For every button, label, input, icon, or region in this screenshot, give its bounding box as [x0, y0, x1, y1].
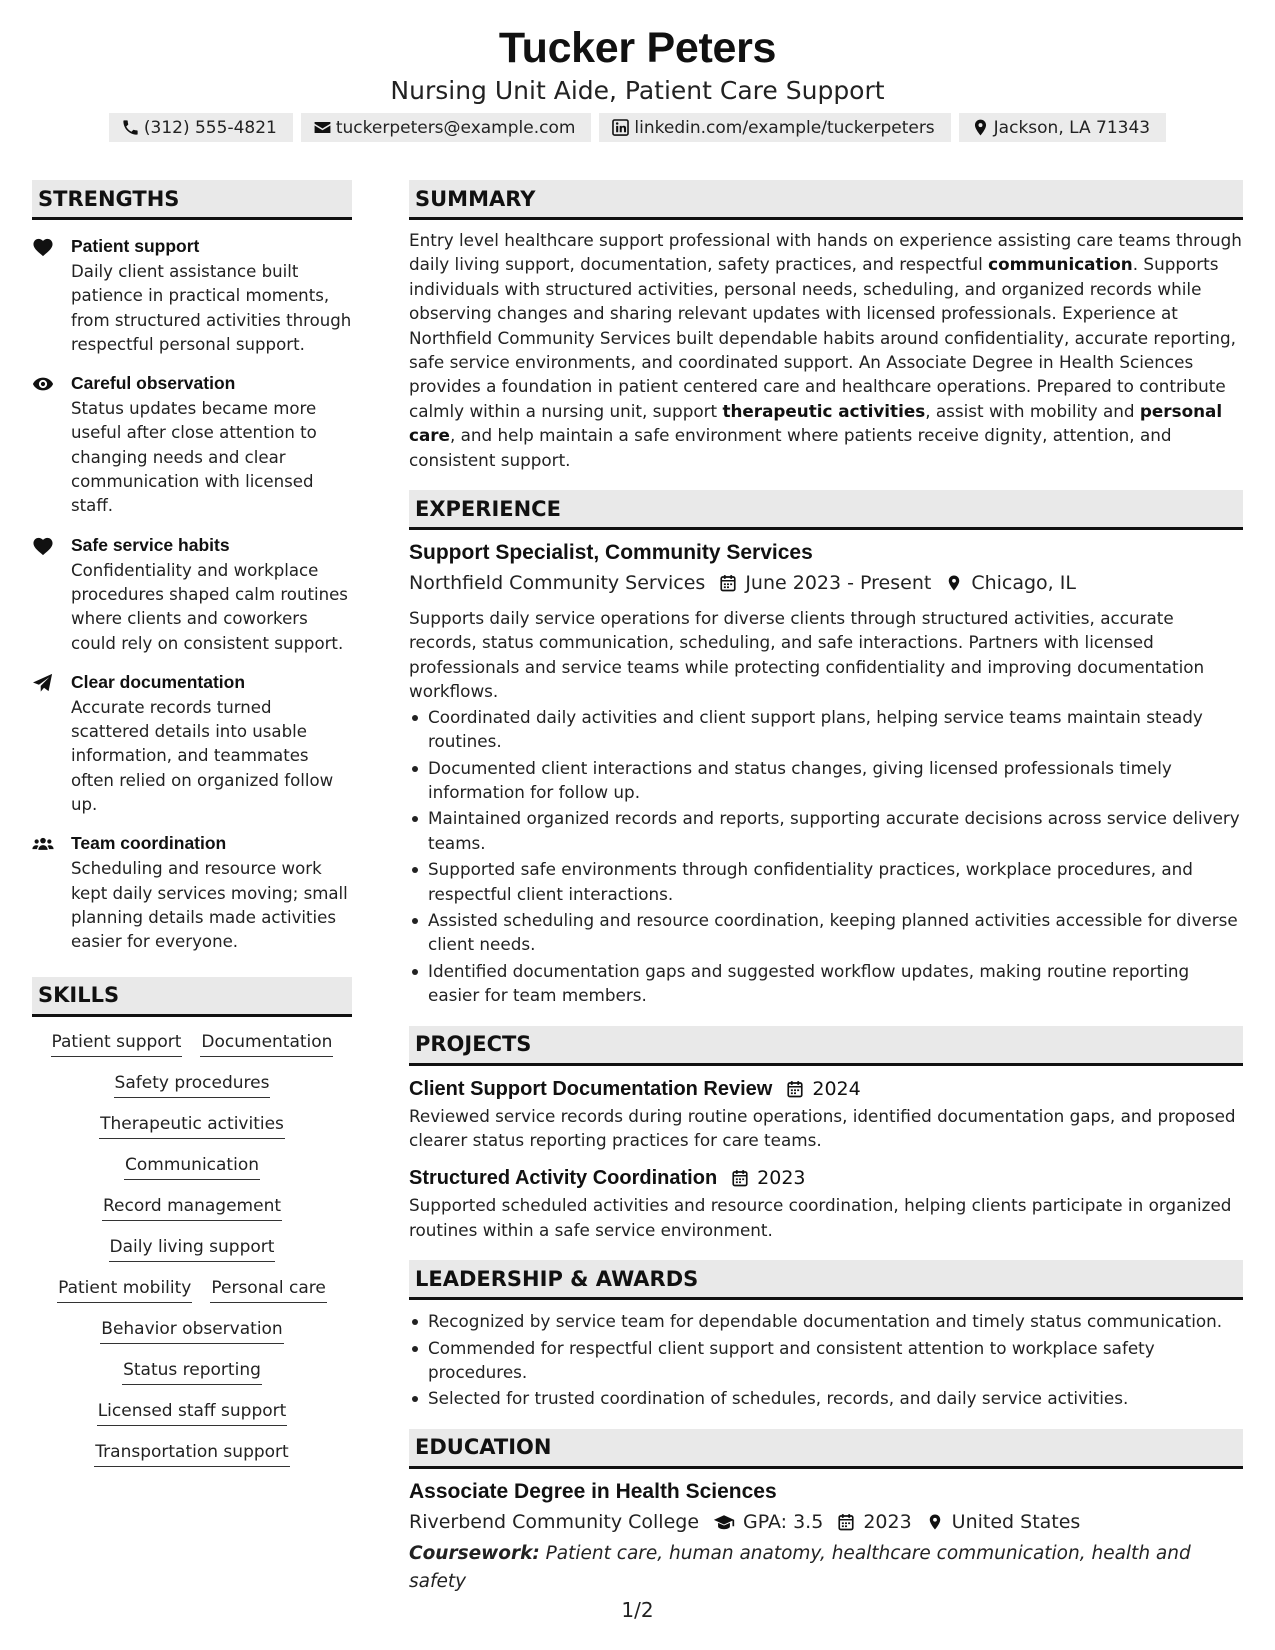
map-marker-icon — [945, 574, 963, 592]
project-title: Structured Activity Coordination — [409, 1167, 718, 1190]
education-heading: EDUCATION — [409, 1429, 1243, 1469]
strength-item — [32, 534, 352, 656]
left-column — [32, 180, 352, 1467]
job-dates: June 2023 - Present — [745, 572, 932, 595]
project-title: Client Support Documentation Review — [409, 1077, 773, 1100]
experience-heading: EXPERIENCE — [409, 490, 1243, 530]
eye-icon — [32, 374, 54, 394]
list-item: Supported safe environments through confidentiality practices, workplace procedures, and respectful client interactions. — [409, 857, 1243, 906]
graduation-cap-icon — [713, 1513, 735, 1531]
calendar-icon — [786, 1080, 804, 1098]
strength-desc: Status updates became more useful after close attention to changing needs and clear communication with licensed staff. — [71, 399, 317, 516]
leadership-section — [409, 1260, 1243, 1411]
summary-part: Entry level healthcare support professional with hands on experience assisting care teams through daily living support, documentation, safety practices, and respectful — [409, 230, 1242, 275]
contact-linkedin-text: linkedin.com/example/tuckerpeters — [634, 117, 935, 138]
job-meta — [409, 569, 1243, 597]
project-year: 2023 — [757, 1167, 806, 1190]
skill-tag: Status reporting — [122, 1358, 262, 1385]
project-title-row — [409, 1076, 1243, 1102]
skill-tag: Personal care — [210, 1276, 327, 1303]
degree-title: Associate Degree in Health Sciences — [409, 1479, 777, 1503]
skill-tag: Documentation — [200, 1030, 333, 1057]
map-marker-icon — [926, 1513, 944, 1531]
candidate-title: Nursing Unit Aide, Patient Care Support — [390, 76, 885, 105]
skill-tag: Communication — [124, 1153, 260, 1180]
list-item: Coordinated daily activities and client support plans, helping service teams maintain steady routines. — [409, 705, 1243, 754]
list-item: Assisted scheduling and resource coordination, keeping planned activities accessible for diverse client needs. — [409, 908, 1243, 957]
list-item: Documented client interactions and status changes, giving licensed professionals timely information for follow up. — [409, 756, 1243, 805]
list-item: Recognized by service team for dependable documentation and timely status communication. — [409, 1309, 1243, 1333]
job-description: Supports daily service operations for diverse clients through structured activities, accurate records, status communication, scheduling, and safe interactions. Partners with licensed professionals and service teams while protecting confidentiality and improving documentation workflows. — [409, 608, 1205, 702]
heart-icon — [32, 237, 54, 257]
envelope-icon — [313, 118, 332, 137]
job-location: Chicago, IL — [971, 572, 1076, 595]
calendar-icon — [837, 1513, 855, 1531]
summary-keyword: therapeutic activities — [722, 400, 926, 421]
strength-title: Safe service habits — [71, 534, 230, 555]
summary-keyword: personal care — [409, 400, 1223, 446]
summary-keyword: communication — [988, 254, 1133, 275]
contact-bar — [0, 113, 1275, 142]
skill-tag: Patient mobility — [57, 1276, 192, 1303]
strength-title: Patient support — [71, 236, 200, 256]
strength-title: Clear documentation — [71, 671, 246, 692]
project-description: Supported scheduled activities and resource coordination, helping clients participate in organized routines within a safe service environment. — [409, 1195, 1232, 1240]
project-title-row — [409, 1165, 1243, 1191]
list-item: Commended for respectful client support and consistent attention to workplace safety procedures. — [409, 1336, 1243, 1385]
skills-list — [32, 1017, 352, 1467]
strength-item — [32, 235, 352, 357]
project-description: Reviewed service records during routine operations, identified documentation gaps, and proposed clearer status reporting practices for care teams. — [409, 1105, 1236, 1150]
strength-desc: Confidentiality and workplace procedures shaped calm routines where clients and coworkers could rely on consistent support. — [71, 560, 348, 653]
skill-tag: Therapeutic activities — [99, 1112, 285, 1139]
job-title: Support Specialist, Community Services — [409, 541, 813, 565]
linkedin-icon — [611, 118, 630, 137]
strength-item — [32, 671, 352, 817]
calendar-icon — [719, 574, 737, 592]
leadership-bullets — [409, 1309, 1243, 1411]
list-item: Maintained organized records and reports, supporting accurate decisions across service delivery teams. — [409, 806, 1243, 855]
education-location: United States — [951, 1510, 1081, 1533]
skills-heading: SKILLS — [32, 977, 352, 1017]
right-column — [409, 180, 1243, 1596]
strength-desc: Daily client assistance built patience in practical moments, from structured activities through respectful personal support. — [71, 262, 352, 354]
school-name: Riverbend Community College — [409, 1510, 700, 1533]
coursework — [409, 1540, 1243, 1596]
page-number: 1/2 — [621, 1598, 654, 1622]
skill-tag: Licensed staff support — [97, 1399, 288, 1426]
strengths-heading: STRENGTHS — [32, 180, 352, 220]
contact-location-text: Jackson, LA 71343 — [993, 117, 1151, 138]
summary-part: , assist with mobility and — [925, 400, 1140, 421]
projects-heading: PROJECTS — [409, 1026, 1243, 1066]
strength-item — [32, 372, 352, 518]
strength-title: Team coordination — [71, 833, 227, 854]
education-year: 2023 — [863, 1510, 912, 1533]
resume-header — [0, 22, 1275, 142]
contact-email-text: tuckerpeters@example.com — [335, 117, 576, 138]
calendar-icon — [731, 1169, 749, 1187]
skill-tag: Record management — [102, 1194, 282, 1221]
coursework-text: Patient care, human anatomy, healthcare communication, health and safety — [409, 1542, 1191, 1592]
project-year: 2024 — [812, 1077, 861, 1100]
paper-plane-icon — [32, 673, 54, 693]
summary-heading: SUMMARY — [409, 180, 1243, 220]
heart-icon — [32, 536, 54, 556]
map-marker-icon — [971, 118, 990, 137]
users-icon — [32, 834, 54, 854]
strength-item — [32, 832, 352, 954]
contact-phone[interactable] — [109, 113, 293, 142]
job-bullets — [409, 705, 1243, 1008]
education-meta — [409, 1508, 1243, 1536]
experience-section — [409, 490, 1243, 1008]
strength-desc: Scheduling and resource work kept daily services moving; small planning details made activities easier for everyone. — [71, 859, 348, 952]
projects-section — [409, 1026, 1243, 1243]
summary-part: , and help maintain a safe environment where patients receive dignity, attention, and consistent support. — [409, 425, 1172, 470]
list-item: Selected for trusted coordination of schedules, records, and daily service activities. — [409, 1386, 1243, 1410]
candidate-name: Tucker Peters — [498, 24, 777, 72]
strength-title: Careful observation — [71, 373, 236, 394]
contact-linkedin[interactable] — [599, 113, 950, 142]
skill-tag: Daily living support — [109, 1235, 276, 1262]
contact-location — [959, 113, 1166, 142]
leadership-heading: LEADERSHIP & AWARDS — [409, 1260, 1243, 1300]
skill-tag: Transportation support — [94, 1440, 289, 1467]
job-company: Northfield Community Services — [409, 572, 706, 595]
strength-desc: Accurate records turned scattered details into usable information, and teammates often relied on organized follow up. — [71, 697, 334, 815]
education-gpa: GPA: 3.5 — [743, 1510, 824, 1533]
education-section — [409, 1429, 1243, 1596]
skill-tag: Patient support — [51, 1030, 183, 1057]
list-item: Identified documentation gaps and suggested workflow updates, making routine reporting easier for team members. — [409, 959, 1243, 1008]
skill-tag: Behavior observation — [100, 1317, 283, 1344]
contact-email[interactable] — [301, 113, 592, 142]
skill-tag: Safety procedures — [114, 1071, 271, 1098]
summary-text — [409, 228, 1243, 472]
summary-part: . Supports individuals with structured activities, personal needs, scheduling, and organized records while observing changes and sharing relevant updates with licensed professionals. Experience at Northfield Community Services built dependable habits around confidentiality, accurate reporting, safe service environments, and coordinated support. An Associate Degree in Health Sciences provides a foundation in patient centered care and healthcare operations. Prepared to contribute calmly within a nursing unit, support — [409, 254, 1236, 421]
contact-phone-text: (312) 555-4821 — [143, 117, 277, 138]
coursework-label: Coursework: — [409, 1542, 540, 1564]
phone-icon — [121, 118, 140, 137]
